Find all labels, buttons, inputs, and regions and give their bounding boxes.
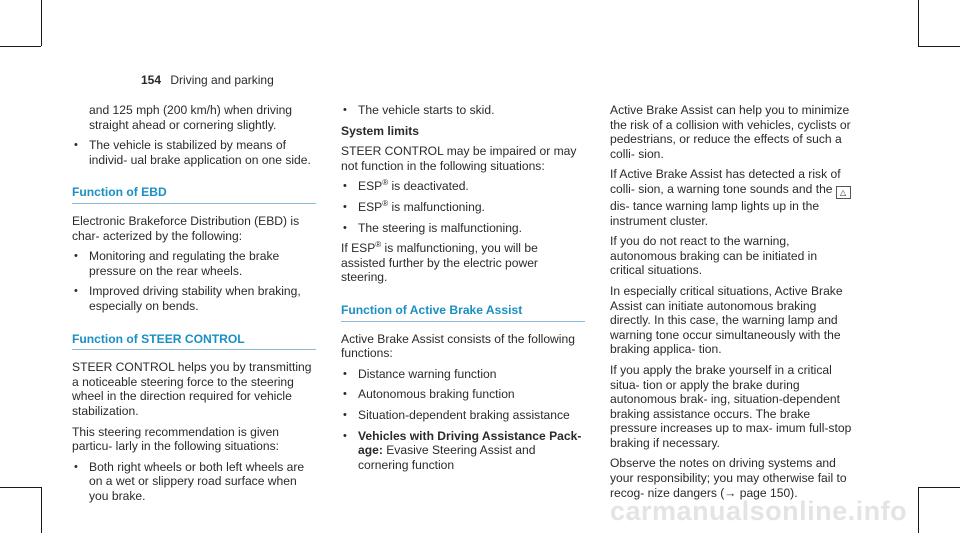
intro-paragraph: and 125 mph (200 km/h) when driving straight ahead or cornering slightly. [89,103,293,132]
limits-paragraph: STEER CONTROL may be impaired or may not function in the following situations: [341,144,577,173]
bullet-icon: • [343,429,347,442]
bullet-icon: • [74,250,78,263]
section-heading-steer-control: Function of STEER CONTROL [72,332,316,351]
list-item: • Situation-dependent braking assistance [343,407,570,422]
ebd-paragraph: Electronic Brakeforce Distribution (EBD) is char- acterized by the following: [72,213,300,243]
list-item: • The vehicle is stabilized by means of individ- ual brake application on one side. [74,138,311,167]
column-3 [610,103,854,506]
crop-mark [41,0,42,46]
registered-mark: ® [382,198,389,208]
aba-paragraph: Active Brake Assist consists of the following functions: [341,331,575,361]
page-header [141,73,274,87]
distance-warning-lamp-icon: △ [836,186,851,199]
bullet-icon: • [74,460,78,473]
list-item: • Improved driving stability when braking, especially on bends. [74,284,301,313]
bullet-icon: • [343,367,347,380]
limits-list [341,179,585,235]
paragraph-with-link[interactable]: Observe the notes on driving systems and your responsibility; you may otherwise fail to recog- nize dangers (→ page 150). [610,456,847,500]
bullet-icon: • [343,221,347,234]
list-item: • Both right wheels or both left wheels are on a wet or slippery road surface when you brake. [74,459,305,503]
registered-mark: ® [382,178,389,188]
intro-list [72,138,316,167]
page-number: 154 [141,73,162,87]
aba-list [341,367,585,473]
crop-mark [41,487,42,533]
paragraph: If you do not react to the warning, autonomous braking can be initiated in critical situations. [610,234,818,278]
registered-mark: ® [375,240,382,250]
crop-mark [918,0,919,46]
steer-paragraph-2: This steering recommendation is given particu- larly in the following situations: [72,424,280,454]
bold-label: Vehicles with Driving Assistance Pack- age: [358,428,582,458]
bullet-icon: • [343,180,347,193]
crop-mark [0,46,41,47]
list-item: • Vehicles with Driving Assistance Pack- age: Evasive Steering Assist and cornering function [343,428,582,472]
steer-list [72,460,316,504]
list-item: • Monitoring and regulating the brake pressure on the rear wheels. [74,249,280,278]
crop-mark [918,46,960,47]
list-item: • Autonomous braking function [343,387,515,402]
paragraph: Active Brake Assist can help you to minimize the risk of a collision with vehicles, cyclists or pedestrians, or reduce the effects of such a colli- sion. [610,103,851,161]
steer-paragraph-1: STEER CONTROL helps you by transmitting a noticeable steering force to the steering wheel in the direction required for vehicle stabilization. [72,360,312,418]
list-item: • ESP® is malfunctioning. [343,198,485,214]
system-limits-heading: System limits [341,123,419,138]
list-item: • ESP® is deactivated. [343,178,469,194]
paragraph: If you apply the brake yourself in a critical situa- tion or apply the brake during autonomous brak- ing, situation-dependent braking assistance occurs. The brake pressure increases up to max- imum full-stop braking if necessary. [610,362,852,450]
paragraph: In especially critical situations, Active Brake Assist can initiate autonomous braking directly. In this case, the warning lamp and warning tone occur simultaneously with the braking applica- tion. [610,283,843,357]
list-item: • The steering is malfunctioning. [343,220,523,235]
column-1 [72,103,316,509]
bullet-icon: • [343,408,347,421]
bullet-icon: • [343,200,347,213]
bullet-icon: • [343,104,347,116]
watermark: carmanualsonline.info [610,496,908,526]
skid-list [341,103,585,118]
section-title: Driving and parking [170,73,274,87]
esp-paragraph: If ESP® is malfunctioning, you will be assisted further by the electric power steering. [341,240,538,285]
paragraph: If Active Brake Assist has detected a risk of colli- sion, a warning tone sounds and the △dis- tance warning lamp lights up in the instrument cluster. [610,167,854,228]
section-heading-active-brake-assist: Function of Active Brake Assist [341,303,585,322]
section-heading-ebd: Function of EBD [72,185,316,204]
bullet-icon: • [74,285,78,298]
ebd-list [72,249,316,313]
crop-mark [0,487,41,488]
bullet-icon: • [74,139,78,152]
list-item: • Distance warning function [343,366,497,381]
list-item: • The vehicle starts to skid. [343,103,495,117]
crop-mark [918,487,960,488]
bullet-icon: • [343,388,347,401]
column-2 [341,103,585,478]
